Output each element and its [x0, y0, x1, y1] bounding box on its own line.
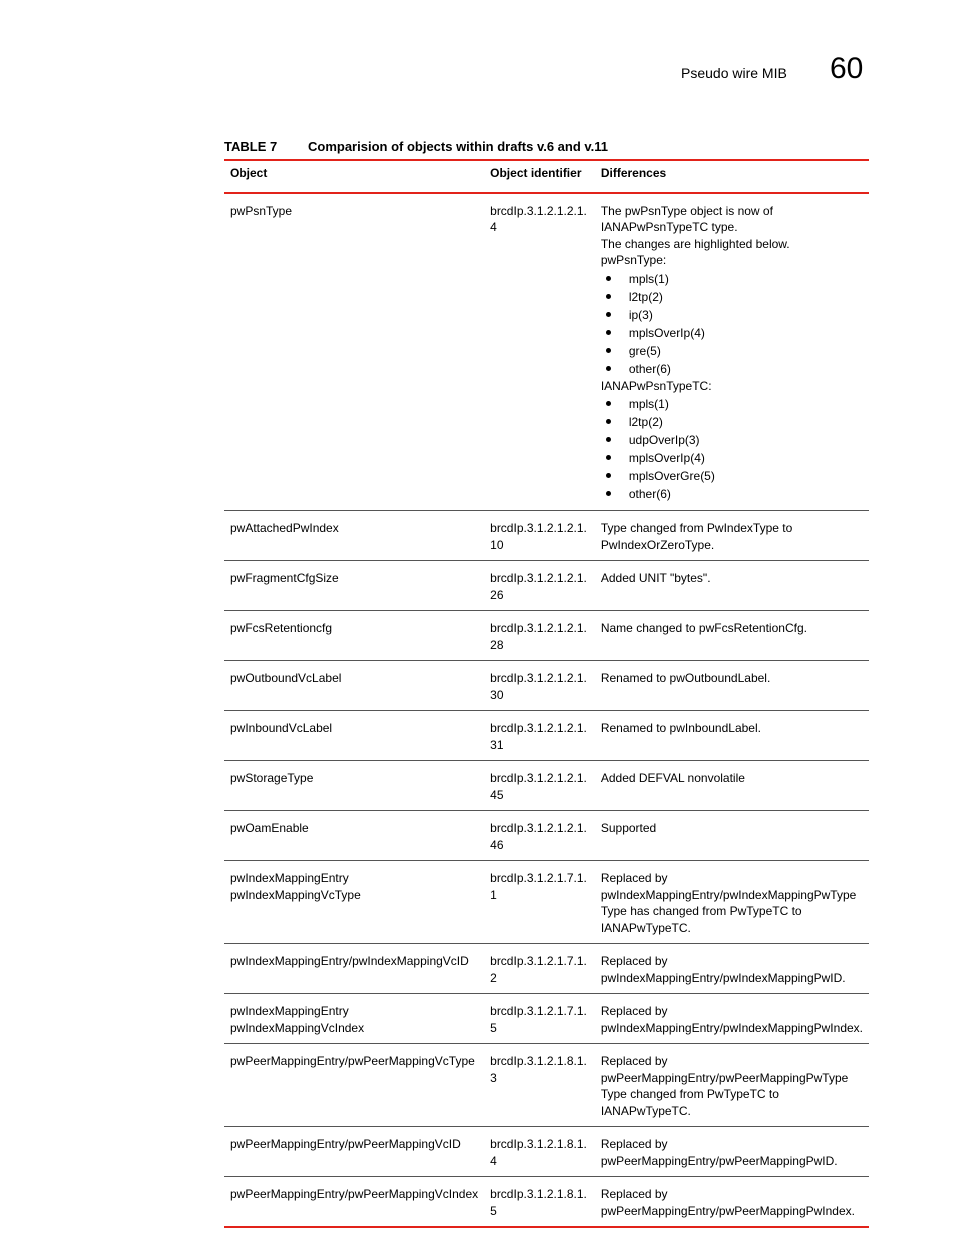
differences-cell — [595, 994, 869, 1044]
chapter-number: 60 — [830, 52, 864, 85]
object-cell: pwPeerMappingEntry/pwPeerMappingVcType — [224, 1044, 484, 1127]
table-row — [224, 1127, 869, 1177]
pwpsntype-value-list — [601, 270, 863, 378]
table-label: TABLE 7 — [224, 139, 278, 154]
differences-cell — [595, 611, 869, 661]
diff-text: Replaced by pwPeerMappingEntry/pwPeerMappingPwType — [600, 1054, 849, 1085]
differences-cell — [595, 1044, 869, 1127]
identifier-cell: brcdIp.3.1.2.1.8.1.3 — [484, 1044, 595, 1127]
table-row — [224, 761, 869, 811]
list-item: gre(5) — [601, 342, 863, 360]
identifier-cell: brcdIp.3.1.2.1.7.1.5 — [484, 994, 595, 1044]
object-cell: pwOutboundVcLabel — [224, 661, 484, 711]
identifier-cell: brcdIp.3.1.2.1.8.1.5 — [484, 1177, 595, 1228]
differences-cell — [595, 1177, 869, 1228]
diff-text: Type changed from PwIndexType to PwIndexOrZeroType. — [600, 521, 793, 552]
table-header-row — [224, 160, 869, 193]
table-row — [224, 611, 869, 661]
list-item: mpls(1) — [601, 395, 863, 413]
object-cell: pwStorageType — [224, 761, 484, 811]
list-item: udpOverIp(3) — [601, 431, 863, 449]
differences-cell — [595, 511, 869, 561]
identifier-cell: brcdIp.3.1.2.1.7.1.2 — [484, 944, 595, 994]
identifier-cell: brcdIp.3.1.2.1.7.1.1 — [484, 861, 595, 944]
diff-text: IANAPwPsnTypeTC: — [600, 378, 712, 393]
identifier-cell: brcdIp.3.1.2.1.2.1.30 — [484, 661, 595, 711]
list-item: mpls(1) — [601, 270, 863, 288]
differences-cell — [595, 661, 869, 711]
list-item: mplsOverIp(4) — [601, 324, 863, 342]
table-row — [224, 1177, 869, 1228]
column-header-differences: Differences — [595, 160, 869, 193]
section-title: Pseudo wire MIB — [681, 65, 787, 81]
diff-text: pwPsnType: — [600, 253, 667, 267]
identifier-cell: brcdIp.3.1.2.1.2.1.28 — [484, 611, 595, 661]
list-item: other(6) — [601, 360, 863, 378]
comparison-table — [224, 159, 869, 1228]
table-row — [224, 711, 869, 761]
table-title: Comparision of objects within drafts v.6 and v.11 — [308, 139, 609, 154]
object-cell: pwPsnType — [224, 193, 484, 511]
diff-text: Type has changed from PwTypeTC to IANAPwTypeTC. — [600, 904, 802, 935]
table-row — [224, 661, 869, 711]
object-cell: pwIndexMappingEntry/pwIndexMappingVcID — [224, 944, 484, 994]
identifier-cell: brcdIp.3.1.2.1.2.1.10 — [484, 511, 595, 561]
differences-cell — [595, 761, 869, 811]
object-cell: pwPeerMappingEntry/pwPeerMappingVcID — [224, 1127, 484, 1177]
identifier-cell: brcdIp.3.1.2.1.8.1.4 — [484, 1127, 595, 1177]
object-cell: pwIndexMappingEntry pwIndexMappingVcIndex — [224, 994, 484, 1044]
diff-text: Replaced by pwIndexMappingEntry/pwIndexMappingPwID. — [600, 954, 846, 985]
identifier-cell: brcdIp.3.1.2.1.2.1.45 — [484, 761, 595, 811]
identifier-cell: brcdIp.3.1.2.1.2.1.46 — [484, 811, 595, 861]
table-row — [224, 994, 869, 1044]
diff-text: Replaced by pwIndexMappingEntry/pwIndexMappingPwIndex. — [600, 1004, 863, 1035]
differences-cell — [595, 193, 869, 511]
diff-text: Added UNIT "bytes". — [600, 571, 711, 585]
object-cell: pwAttachedPwIndex — [224, 511, 484, 561]
list-item: mplsOverGre(5) — [601, 467, 863, 485]
diff-text: Name changed to pwFcsRetentionCfg. — [600, 621, 807, 635]
diff-text: Replaced by pwIndexMappingEntry/pwIndexMappingPwType — [600, 871, 857, 902]
differences-cell — [595, 711, 869, 761]
differences-cell — [595, 1127, 869, 1177]
table-row — [224, 1044, 869, 1127]
identifier-cell: brcdIp.3.1.2.1.2.1.26 — [484, 561, 595, 611]
list-item: ip(3) — [601, 306, 863, 324]
differences-cell — [595, 811, 869, 861]
table-row — [224, 861, 869, 944]
differences-cell — [595, 561, 869, 611]
ianapwpsntypetc-value-list — [601, 395, 863, 503]
diff-text: Renamed to pwOutboundLabel. — [600, 671, 771, 685]
table-row — [224, 193, 869, 511]
table-caption — [224, 139, 869, 154]
object-cell: pwInboundVcLabel — [224, 711, 484, 761]
list-item: other(6) — [601, 485, 863, 503]
column-header-identifier: Object identifier — [484, 160, 595, 193]
diff-text: Added DEFVAL nonvolatile — [600, 771, 745, 785]
differences-cell — [595, 944, 869, 994]
diff-text: Supported — [600, 821, 657, 835]
diff-text: The pwPsnType object is now of IANAPwPsnTypeTC type. — [600, 203, 773, 234]
object-cell: pwFcsRetentioncfg — [224, 611, 484, 661]
table-row — [224, 811, 869, 861]
object-cell: pwIndexMappingEntry pwIndexMappingVcType — [224, 861, 484, 944]
list-item: l2tp(2) — [601, 413, 863, 431]
table-row — [224, 511, 869, 561]
object-cell: pwPeerMappingEntry/pwPeerMappingVcIndex — [224, 1177, 484, 1228]
diff-text: Type changed from PwTypeTC to IANAPwTypeTC. — [600, 1087, 779, 1118]
table-row — [224, 561, 869, 611]
diff-text: Replaced by pwPeerMappingEntry/pwPeerMappingPwID. — [600, 1137, 838, 1168]
list-item: l2tp(2) — [601, 288, 863, 306]
diff-text: Replaced by pwPeerMappingEntry/pwPeerMappingPwIndex. — [600, 1187, 855, 1218]
diff-text: Renamed to pwInboundLabel. — [600, 721, 761, 735]
column-header-object: Object — [224, 160, 484, 193]
list-item: mplsOverIp(4) — [601, 449, 863, 467]
object-cell: pwOamEnable — [224, 811, 484, 861]
table-row — [224, 944, 869, 994]
object-cell: pwFragmentCfgSize — [224, 561, 484, 611]
identifier-cell: brcdIp.3.1.2.1.2.1.31 — [484, 711, 595, 761]
identifier-cell: brcdIp.3.1.2.1.2.1.4 — [484, 193, 595, 511]
diff-text: The changes are highlighted below. — [600, 236, 790, 251]
differences-cell — [595, 861, 869, 944]
